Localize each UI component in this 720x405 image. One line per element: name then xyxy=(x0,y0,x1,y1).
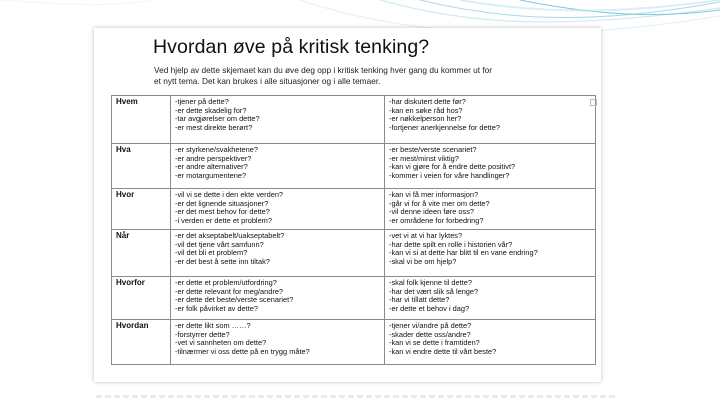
question-text: -har diskutert dette før? xyxy=(389,97,466,106)
question-text: -er dette likt som ……? xyxy=(175,321,251,330)
intro-text xyxy=(154,65,574,86)
question-text: -vet vi at vi har lyktes? xyxy=(389,231,463,240)
question-text: -vil denne ideen føre oss? xyxy=(389,207,475,217)
question-text: -er mest/minst viktig? xyxy=(389,153,459,163)
cell-questions-right xyxy=(385,189,596,230)
question-text: -er det lignende situasjoner? xyxy=(175,198,269,208)
question-text: -forstyrrer dette? xyxy=(175,329,230,339)
question-text: -kan vi endre dette til vårt beste? xyxy=(389,347,497,357)
table-row-hvem xyxy=(112,96,596,144)
cell-questions-left xyxy=(171,320,385,365)
question-text: -vil det bli et problem? xyxy=(175,248,248,258)
row-label-hvem: Hvem xyxy=(112,96,171,144)
question-text: -er det mest behov for dette? xyxy=(175,207,270,217)
row-label-hva: Hva xyxy=(112,144,171,189)
question-text: -er beste/verste scenariet? xyxy=(389,145,477,154)
question-text: -er andre alternativer? xyxy=(175,162,248,172)
row-label-hvordan: Hvordan xyxy=(112,320,171,365)
question-text: -er dette relevant for meg/andre? xyxy=(175,286,284,296)
question-text: -er styrkene/svakhetene? xyxy=(175,145,258,154)
cell-questions-left xyxy=(171,277,385,320)
question-text: -fortjener anerkjennelse for dette? xyxy=(389,123,500,133)
question-text: -er motargumentene? xyxy=(175,171,247,181)
cell-questions-right xyxy=(385,96,596,144)
question-text: -går vi for å vite mer om dette? xyxy=(389,198,490,208)
question-text: -tjener vi/andre på dette? xyxy=(389,321,472,330)
question-text: -kan vi se dette i framtiden? xyxy=(389,338,480,348)
cell-questions-left xyxy=(171,96,385,144)
question-text: -er områdene for forbedring? xyxy=(389,216,484,226)
question-text: -er dette det beste/verste scenariet? xyxy=(175,295,294,305)
cell-questions-right xyxy=(385,277,596,320)
question-text: -tar avgjørelser om dette? xyxy=(175,114,260,124)
question-text: -tilnærmer vi oss dette på en trygg måte? xyxy=(175,347,310,357)
question-text: -skader dette oss/andre? xyxy=(389,329,471,339)
question-text: -skal vi be om hjelp? xyxy=(389,257,457,267)
question-text: -kan en søke råd hos? xyxy=(389,105,463,115)
critical-thinking-table xyxy=(111,95,596,365)
question-text: -skal folk kjenne til dette? xyxy=(389,278,472,287)
cell-questions-left xyxy=(171,189,385,230)
intro-line-1: Ved hjelp av dette skjemaet kan du øve deg opp i kritisk tenking hver gang du kommer ut for xyxy=(154,65,493,75)
cell-questions-left xyxy=(171,230,385,277)
question-text: -vil det tjene vårt samfunn? xyxy=(175,239,264,249)
question-text: -kan vi si at dette har blitt til en vane endring? xyxy=(389,248,538,258)
cell-questions-left xyxy=(171,144,385,189)
row-label-hvor: Hvor xyxy=(112,189,171,230)
intro-line-2: et nytt tema. Det kan brukes i alle situasjoner og i alle temaer. xyxy=(154,75,381,86)
question-text: -kommer i veien for våre handlinger? xyxy=(389,171,510,181)
question-text: -er folk påvirket av dette? xyxy=(175,304,258,314)
cell-questions-right xyxy=(385,230,596,277)
table-row-naar xyxy=(112,230,596,277)
question-text: -har det vært slik så lenge? xyxy=(389,286,479,296)
question-text: -vet vi sannheten om dette? xyxy=(175,338,267,348)
table-row-hvordan xyxy=(112,320,596,365)
decorative-footer-strip xyxy=(96,395,616,398)
table-row-hvorfor xyxy=(112,277,596,320)
page-title: Hvordan øve på kritisk tenking? xyxy=(153,36,430,58)
question-text: -har dette spilt en rolle i historien vår? xyxy=(389,239,513,249)
question-text: -er mest direkte berørt? xyxy=(175,123,253,133)
question-text: -er dette et problem/utfordring? xyxy=(175,278,277,287)
cell-questions-right xyxy=(385,144,596,189)
document-page xyxy=(94,28,601,382)
cell-questions-right xyxy=(385,320,596,365)
question-text: -kan vi gjøre for å endre dette positivt? xyxy=(389,162,516,172)
question-text: -har vi tillatt dette? xyxy=(389,295,450,305)
question-text: -er det best å sette inn tiltak? xyxy=(175,257,270,267)
question-text: -er nøkkelperson her? xyxy=(389,114,462,124)
question-text: -er det akseptabelt/uakseptabelt? xyxy=(175,231,285,240)
row-label-naar: Når xyxy=(112,230,171,277)
question-text: -vil vi se dette i den ekte verden? xyxy=(175,190,284,199)
question-text: -i verden er dette et problem? xyxy=(175,216,272,226)
question-text: -kan vi få mer informasjon? xyxy=(389,190,479,199)
question-text: -er andre perspektiver? xyxy=(175,153,252,163)
table-row-hvor xyxy=(112,189,596,230)
question-text: -er dette skadelig for? xyxy=(175,105,247,115)
row-label-hvorfor: Hvorfor xyxy=(112,277,171,320)
question-text: -tjener på dette? xyxy=(175,97,229,106)
table-row-hva xyxy=(112,144,596,189)
resize-handle-icon xyxy=(590,99,597,106)
question-text: -er dette et behov i dag? xyxy=(389,304,470,314)
